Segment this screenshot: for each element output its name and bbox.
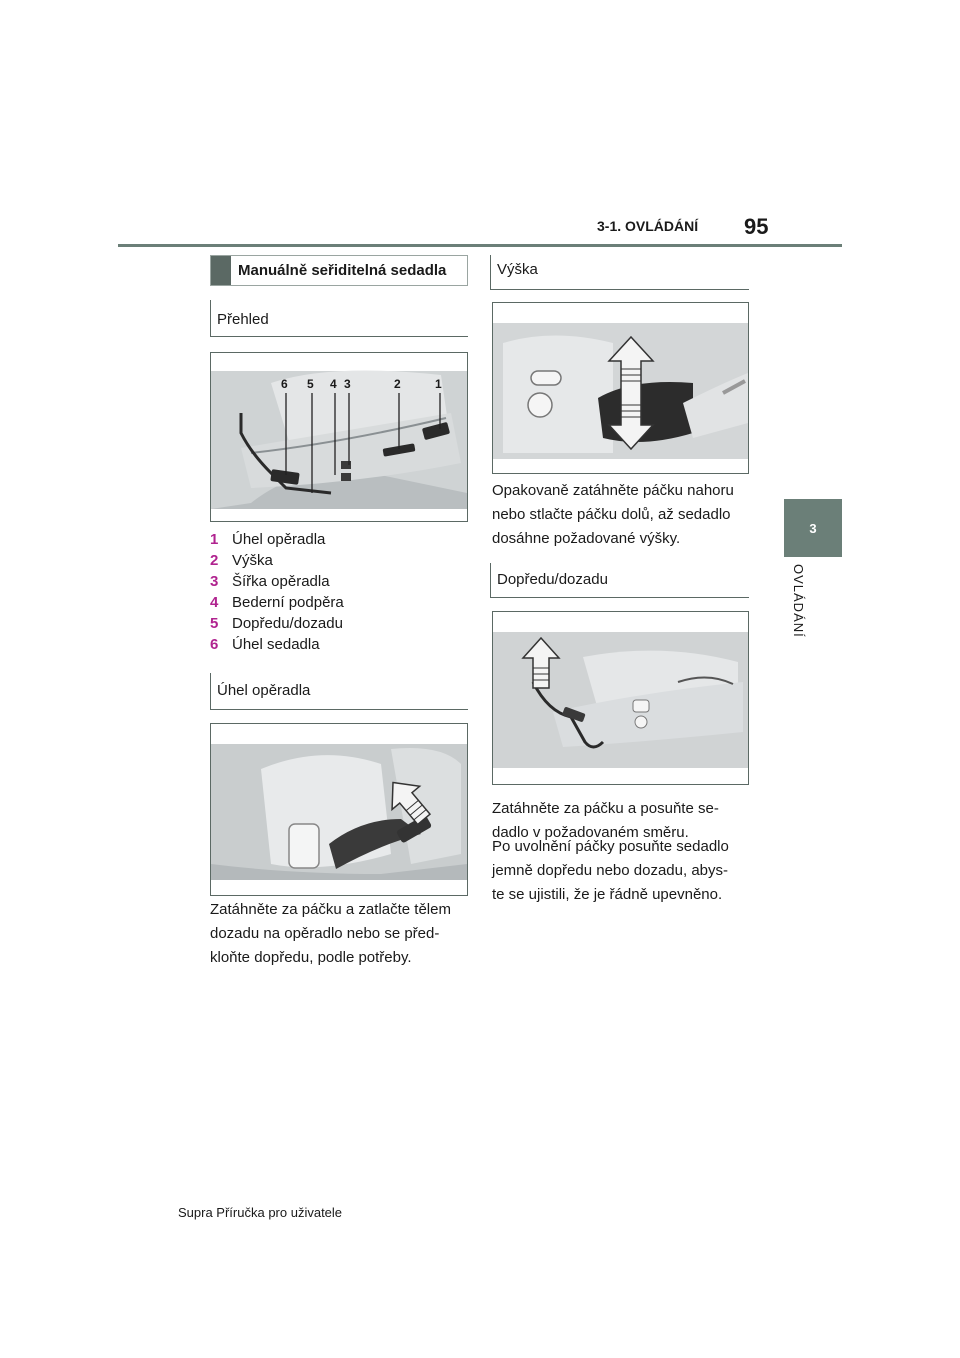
forward-heading [490,563,749,598]
legend-number: 4 [210,594,219,611]
section-title: 3-1. OVLÁDÁNÍ [597,218,699,234]
callout-1: 1 [435,377,442,391]
callout-6: 6 [281,377,288,391]
callout-5: 5 [307,377,314,391]
forward-instructions-2 [492,835,754,907]
legend-number: 6 [210,636,219,653]
legend-number: 2 [210,552,219,569]
seat-overview-figure [210,352,468,522]
legend-text: Výška [232,552,273,569]
overview-heading [210,300,468,337]
chapter-label-text: OVLÁDÁNÍ [791,564,806,638]
forward-heading-text: Dopředu/dozadu [497,571,608,588]
overview-heading-text: Přehled [217,311,269,328]
text-line: dadlo v požadovaném směru. [492,824,689,841]
text-line: dosáhne požadované výšky. [492,530,681,547]
backrest-figure [210,723,468,896]
header-divider [118,244,842,247]
height-instructions [492,479,754,551]
chapter-label [788,564,808,664]
legend-item [210,550,344,571]
forward-illustration [493,612,748,784]
legend-number: 1 [210,531,219,548]
chapter-tab[interactable]: 3 [784,499,842,557]
legend-item [210,613,344,634]
backrest-instructions [210,898,472,970]
legend-item [210,571,344,592]
legend-text: Úhel opěradla [232,531,326,548]
legend-number: 5 [210,615,219,632]
backrest-illustration [211,724,467,895]
height-heading [490,255,749,290]
legend-item [210,529,344,550]
text-line: Opakovaně zatáhněte páčku nahoru [492,482,734,499]
legend-list [210,529,344,655]
text-line: te se ujistili, že je řádně upevněno. [492,886,723,903]
callout-3: 3 [344,377,351,391]
footer-text: Supra Příručka pro uživatele [178,1205,343,1220]
backrest-heading [210,673,468,710]
section-heading-text: Manuálně seřiditelná sedadla [238,262,447,279]
legend-number: 3 [210,573,219,590]
legend-item [210,634,344,655]
text-line: kloňte dopředu, podle potřeby. [210,949,412,966]
callout-2: 2 [394,377,401,391]
height-figure [492,302,749,474]
backrest-heading-text: Úhel opěradla [217,682,311,699]
legend-text: Bederní podpěra [232,594,344,611]
text-line: Zatáhněte za páčku a posuňte se- [492,800,719,817]
seat-overview-illustration [211,353,467,521]
height-illustration [493,303,748,473]
text-line: nebo stlačte páčku dolů, až sedadlo [492,506,731,523]
callout-4: 4 [330,377,337,391]
text-line: Zatáhněte za páčku a zatlačte tělem [210,901,451,918]
text-line: dozadu na opěradlo nebo se před- [210,925,440,942]
page-number: 95 [744,214,769,239]
text-line: Po uvolnění páčky posuňte sedadlo [492,838,729,855]
forward-figure [492,611,749,785]
text-line: jemně dopředu nebo dozadu, abys- [492,862,729,879]
section-heading [210,255,468,286]
legend-text: Úhel sedadla [232,636,320,653]
legend-text: Šířka opěradla [232,573,330,590]
legend-item [210,592,344,613]
legend-text: Dopředu/dozadu [232,615,343,632]
height-heading-text: Výška [497,261,538,278]
heading-marker [211,256,231,285]
